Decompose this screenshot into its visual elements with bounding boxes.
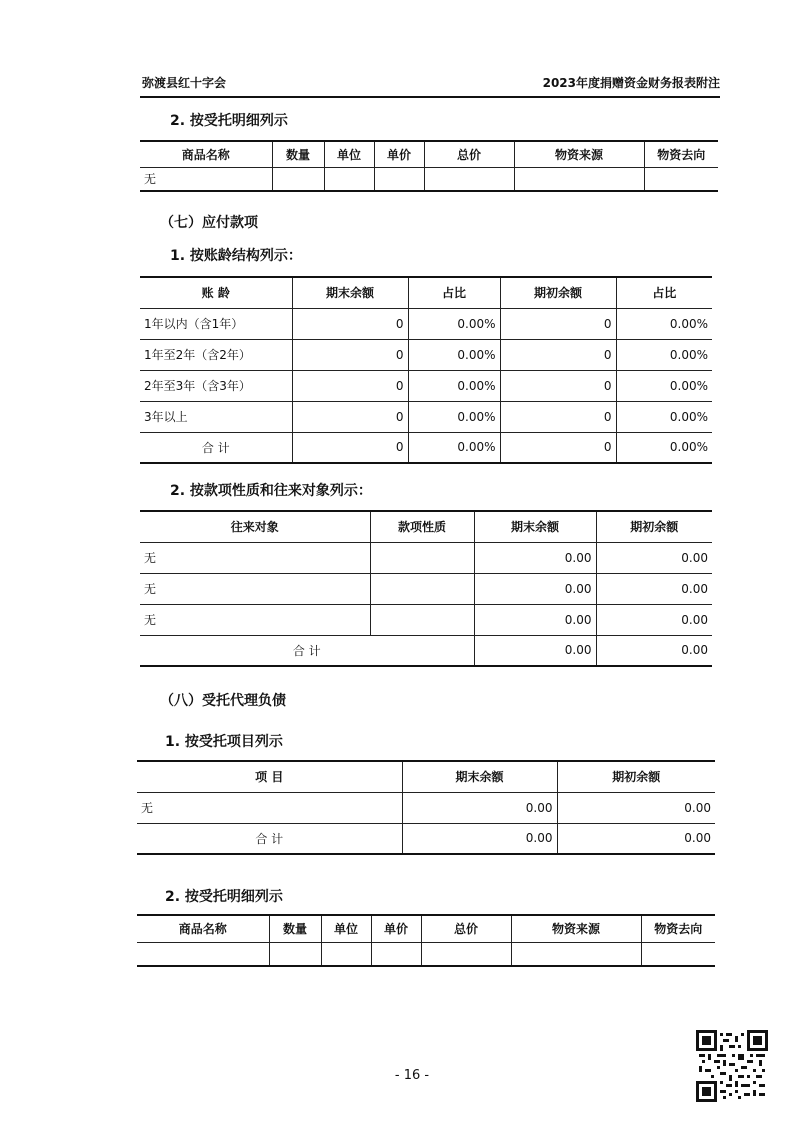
- cell: [371, 942, 421, 966]
- table-row: [137, 792, 715, 823]
- cell: 0.00%: [408, 339, 500, 370]
- subsection-heading: 1. 按受托项目列示: [165, 734, 283, 750]
- table-row: [140, 542, 712, 573]
- cell: 合 计: [137, 823, 402, 854]
- col-header: 物资来源: [514, 141, 644, 167]
- col-header: 项 目: [137, 761, 402, 792]
- col-header: 占比: [408, 277, 500, 308]
- cell: 1年以内（含1年）: [140, 308, 292, 339]
- cell: 0.00%: [616, 401, 712, 432]
- subsection-heading: 2. 按款项性质和往来对象列示：: [170, 483, 372, 499]
- table-row: [140, 370, 712, 401]
- col-header: 总价: [424, 141, 514, 167]
- cell: 0: [500, 339, 616, 370]
- cell: 0.00: [474, 542, 596, 573]
- cell: [370, 604, 474, 635]
- cell: [374, 167, 424, 191]
- cell: 0.00%: [408, 432, 500, 463]
- col-header: 往来对象: [140, 511, 370, 542]
- cell: 合 计: [140, 635, 474, 666]
- cell: [324, 167, 374, 191]
- cell: 0.00%: [408, 401, 500, 432]
- cell: 0: [292, 432, 408, 463]
- cell: 无: [137, 792, 402, 823]
- cell: 0.00: [474, 604, 596, 635]
- cell: [321, 942, 371, 966]
- table-row: [140, 573, 712, 604]
- col-header: 期初余额: [596, 511, 712, 542]
- subsection-heading: 1. 按账龄结构列示：: [170, 248, 302, 264]
- col-header: 期初余额: [500, 277, 616, 308]
- cell: 0.00: [402, 792, 557, 823]
- cell: 0.00%: [616, 308, 712, 339]
- cell: 0.00: [596, 542, 712, 573]
- aging-table: [140, 276, 712, 464]
- table-row: [140, 401, 712, 432]
- cell: 0: [292, 339, 408, 370]
- col-header: 单价: [371, 915, 421, 942]
- col-header: 单位: [321, 915, 371, 942]
- cell: 0.00%: [616, 370, 712, 401]
- cell: 0.00: [474, 635, 596, 666]
- col-header: 总价: [421, 915, 511, 942]
- col-header: 期初余额: [557, 761, 715, 792]
- page-number: - 16 -: [394, 1068, 430, 1083]
- cell: 1年至2年（含2年）: [140, 339, 292, 370]
- cell: 0.00: [557, 823, 715, 854]
- cell: [641, 942, 715, 966]
- col-header: 占比: [616, 277, 712, 308]
- cell: 0.00%: [408, 370, 500, 401]
- cell: [514, 167, 644, 191]
- cell: [137, 942, 269, 966]
- col-header: 期末余额: [292, 277, 408, 308]
- col-header: 单价: [374, 141, 424, 167]
- table-row: [140, 167, 718, 191]
- col-header: 物资去向: [641, 915, 715, 942]
- entrusted-project-table: [137, 760, 715, 855]
- cell: 0.00: [596, 604, 712, 635]
- cell: [370, 542, 474, 573]
- total-row: [137, 823, 715, 854]
- col-header: 期末余额: [402, 761, 557, 792]
- cell: [269, 942, 321, 966]
- cell: [272, 167, 324, 191]
- subsection-heading: 2. 按受托明细列示: [165, 889, 283, 905]
- cell: 0: [500, 432, 616, 463]
- page-header: [140, 74, 720, 94]
- col-header: 款项性质: [370, 511, 474, 542]
- table-row: [137, 942, 715, 966]
- col-header: 商品名称: [137, 915, 269, 942]
- total-row: [140, 635, 712, 666]
- col-header: 期末余额: [474, 511, 596, 542]
- cell: 无: [140, 573, 370, 604]
- cell: 无: [140, 542, 370, 573]
- table-row: [140, 339, 712, 370]
- col-header: 数量: [272, 141, 324, 167]
- cell: 无: [140, 604, 370, 635]
- cell: 0.00%: [616, 339, 712, 370]
- total-row: [140, 432, 712, 463]
- cell: 0.00%: [408, 308, 500, 339]
- report-title: 2023年度捐赠资金财务报表附注: [542, 76, 720, 90]
- cell: 0.00: [474, 573, 596, 604]
- cell: [511, 942, 641, 966]
- table-row: [140, 604, 712, 635]
- detail-table-1: [140, 140, 718, 192]
- col-header: 物资来源: [511, 915, 641, 942]
- cell: 3年以上: [140, 401, 292, 432]
- cell: 2年至3年（含3年）: [140, 370, 292, 401]
- counterparty-table: [140, 510, 712, 667]
- cell: 0.00: [402, 823, 557, 854]
- cell: 0: [292, 308, 408, 339]
- cell: 0: [500, 401, 616, 432]
- cell: 0: [292, 401, 408, 432]
- detail-table-2: [137, 914, 715, 967]
- cell: 合 计: [140, 432, 292, 463]
- section-heading: 2. 按受托明细列示: [170, 113, 288, 129]
- section-heading: （七）应付款项: [160, 215, 258, 231]
- cell: 0.00: [557, 792, 715, 823]
- org-name: 弥渡县红十字会: [142, 76, 227, 90]
- cell: 0: [500, 370, 616, 401]
- qr-code-icon: [696, 1030, 768, 1102]
- cell: [644, 167, 718, 191]
- col-header: 数量: [269, 915, 321, 942]
- cell: 0.00: [596, 635, 712, 666]
- col-header: 商品名称: [140, 141, 272, 167]
- col-header: 单位: [324, 141, 374, 167]
- cell: 0: [292, 370, 408, 401]
- cell: 无: [140, 167, 272, 191]
- table-row: [140, 308, 712, 339]
- cell: 0: [500, 308, 616, 339]
- header-rule: [140, 96, 720, 98]
- cell: 0.00%: [616, 432, 712, 463]
- section-heading: （八）受托代理负债: [160, 693, 286, 709]
- col-header: 物资去向: [644, 141, 718, 167]
- cell: 0.00: [596, 573, 712, 604]
- cell: [421, 942, 511, 966]
- col-header: 账 龄: [140, 277, 292, 308]
- cell: [370, 573, 474, 604]
- cell: [424, 167, 514, 191]
